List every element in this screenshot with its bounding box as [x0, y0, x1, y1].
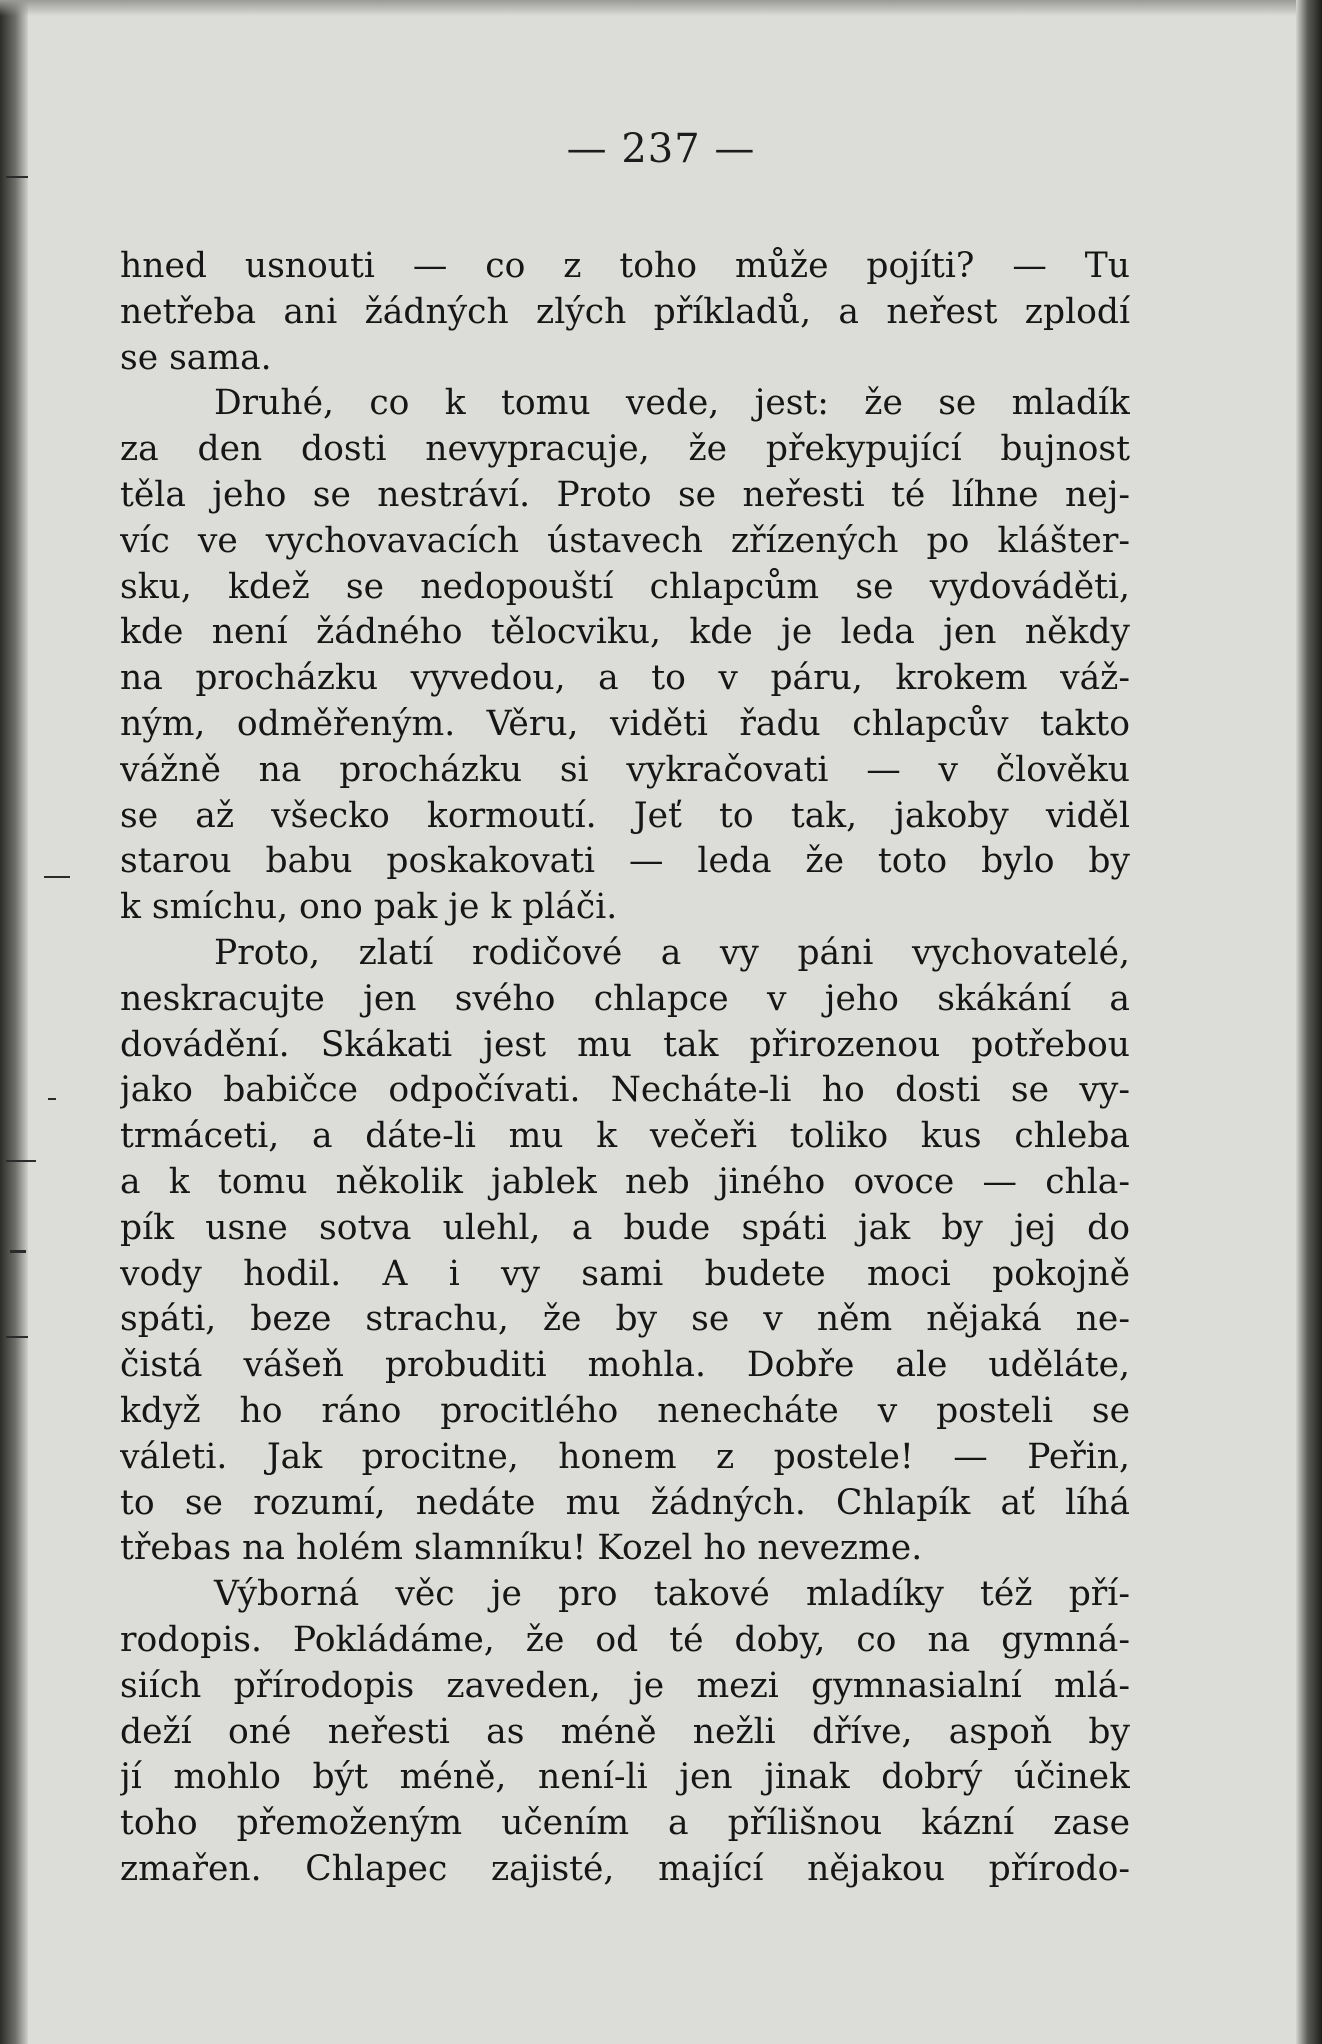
text-line: třebas na holém slamníku! Kozel ho nevezme.	[120, 1528, 923, 1569]
text-line: trmáceti, a dáte-li mu k večeři toliko kus chleba	[120, 1116, 1130, 1157]
text-line: se až všecko kormoutí. Jeť to tak, jakoby viděl	[120, 795, 1130, 836]
text-line: to se rozumí, nedáte mu žádných. Chlapík ať líhá	[120, 1482, 1130, 1523]
text-line: spáti, beze strachu, že by se v něm nějaká ne-	[120, 1299, 1130, 1340]
text-line: deží oné neřesti as méně nežli dříve, aspoň by	[120, 1711, 1130, 1752]
text-line: a k tomu několik jablek neb jiného ovoce — chla-	[120, 1161, 1130, 1202]
text-line: kde není žádného tělocviku, kde je leda jen někdy	[120, 612, 1130, 653]
text-line: na procházku vyvedou, a to v páru, krokem váž-	[120, 658, 1130, 699]
text-line: netřeba ani žádných zlých příkladů, a neřest zplodí	[120, 291, 1130, 332]
text-line: neskracujte jen svého chlapce v jeho skákání a	[120, 978, 1130, 1019]
text-line: jako babičce odpočívati. Necháte-li ho dosti se vy-	[120, 1070, 1130, 1111]
margin-mark	[6, 1160, 36, 1162]
text-line: zmařen. Chlapec zajisté, mající nějakou přírodo-	[120, 1848, 1130, 1889]
body-text	[120, 244, 1130, 1893]
margin-mark	[6, 1336, 28, 1338]
text-line: vody hodil. A i vy sami budete moci pokojně	[120, 1253, 1130, 1294]
margin-mark	[6, 176, 28, 178]
margin-mark	[44, 876, 70, 878]
text-line: sku, kdež se nedopouští chlapcům se vydováděti,	[120, 566, 1130, 607]
margin-mark	[48, 1098, 56, 1100]
text-line: těla jeho se nestráví. Proto se neřesti té líhne nej-	[120, 474, 1130, 515]
text-line: se sama.	[120, 337, 272, 378]
text-line: rodopis. Pokládáme, že od té doby, co na gymná-	[120, 1619, 1130, 1660]
text-line: toho přemoženým učením a přílišnou kázní zase	[120, 1803, 1130, 1844]
text-line: Proto, zlatí rodičové a vy páni vychovatelé,	[214, 932, 1130, 973]
text-line: hned usnouti — co z toho může pojíti? — Tu	[120, 246, 1130, 286]
text-line: vážně na procházku si vykračovati — v člověku	[120, 749, 1130, 790]
text-line: váleti. Jak procitne, honem z postele! — Peřin,	[120, 1436, 1130, 1477]
text-line: starou babu poskakovati — leda že toto bylo by	[120, 841, 1130, 882]
page-top-shadow	[0, 0, 1322, 16]
text-line: když ho ráno procitlého nenecháte v posteli se	[120, 1390, 1130, 1431]
text-line: Výborná věc je pro takové mladíky též pří-	[214, 1574, 1130, 1615]
text-line: ným, odměřeným. Věru, viděti řadu chlapcův takto	[120, 703, 1130, 744]
margin-mark	[10, 1250, 26, 1253]
text-line: pík usne sotva ulehl, a bude spáti jak by jej do	[120, 1207, 1130, 1248]
text-line: čistá vášeň probuditi mohla. Dobře ale uděláte,	[120, 1345, 1130, 1386]
text-line: dovádění. Skákati jest mu tak přirozenou potřebou	[120, 1024, 1130, 1065]
text-line: siích přírodopis zaveden, je mezi gymnasialní mlá-	[120, 1665, 1130, 1706]
text-line: víc ve vychovavacích ústavech zřízených po klášter-	[120, 520, 1130, 561]
text-line: Druhé, co k tomu vede, jest: že se mladík	[214, 383, 1130, 424]
page-number: — 237 —	[566, 126, 756, 172]
text-line: k smíchu, ono pak je k pláči.	[120, 887, 618, 928]
text-line: za den dosti nevypracuje, že překypující bujnost	[120, 429, 1130, 470]
text-line: jí mohlo být méně, není-li jen jinak dobrý účinek	[120, 1757, 1130, 1798]
